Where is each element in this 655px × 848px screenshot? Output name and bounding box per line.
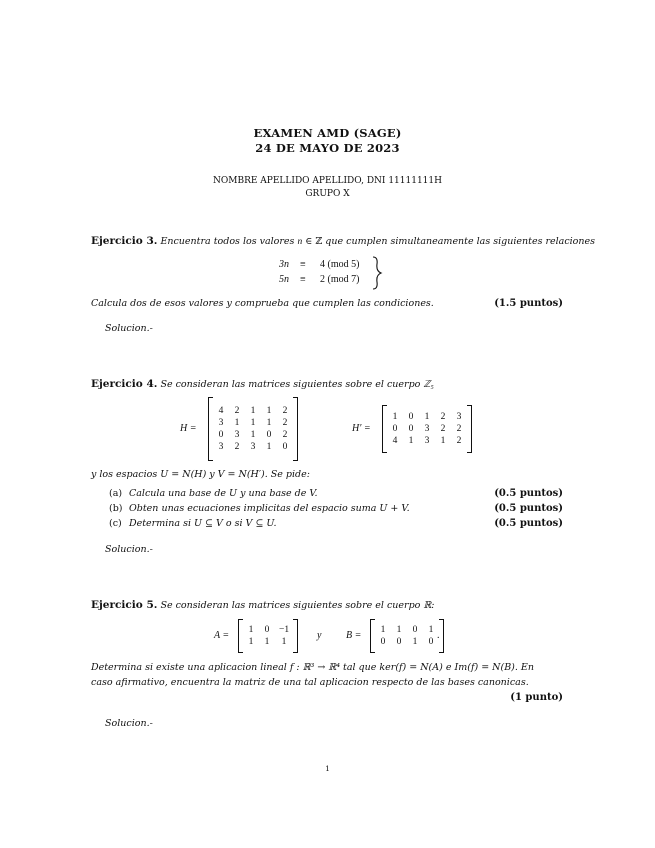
matrix-A-cell-0-0: 1 [248,625,254,635]
matrix-B [370,619,444,653]
conjunction-y: y [317,630,322,641]
matrix-Hp-cell-1-3: 2 [440,424,446,434]
matrix-Hp-cell-0-3: 2 [440,412,446,422]
matrix-H-cell-3-2: 3 [250,442,256,452]
matrix-Hp-cell-2-1: 1 [408,436,414,446]
matrix-H-cells [213,404,293,454]
congruence-2-rhs: 2 (mod 7) [320,274,360,285]
ex4-item-b-points: (0.5 puntos) [494,503,563,514]
matrix-H-cell-2-1: 3 [234,430,240,440]
matrix-H-cell-2-3: 0 [266,430,272,440]
ex4-solution: Solucion.- [105,544,153,555]
matrix-Hp-cell-1-0: 0 [392,424,398,434]
matrix-A-cell-1-1: 1 [264,637,270,647]
ex5-task-line2: caso afirmativo, encuentra la matriz de una tal aplicacion respecto de las bases canonicas. [91,677,529,688]
matrix-H-cell-0-3: 1 [266,406,272,416]
ex4-item-c: (c) Determina si U ⊆ V o si V ⊆ U. [109,518,277,529]
matrix-H-cell-2-2: 1 [250,430,256,440]
matrix-H-cell-1-2: 1 [250,418,256,428]
matrix-B-cell-0-2: 0 [412,625,418,635]
matrix-H-cell-3-0: 3 [218,442,224,452]
matrix-Hp-cell-1-4: 2 [456,424,462,434]
ex4-item-b: (b) Obten unas ecuaciones implicitas del espacio suma U + V. [109,503,410,514]
matrix-A-cells [243,623,293,649]
matrix-A-cell-0-1: 0 [264,625,270,635]
matrix-B-cell-1-1: 0 [396,637,402,647]
ex5-solution: Solucion.- [105,718,153,729]
matrix-Hp-cell-0-4: 3 [456,412,462,422]
matrix-A-cell-1-0: 1 [248,637,254,647]
ex3-statement: Ejercicio 3. Encuentra todos los valores n ∈ ℤ que cumplen simultaneamente las siguientes relaciones [91,235,596,247]
ex4-item-c-points: (0.5 puntos) [494,518,563,529]
matrix-H-cell-0-0: 4 [218,406,224,416]
matrix-Hp-cell-0-2: 1 [424,412,430,422]
exam-date: 24 DE MAYO DE 2023 [255,141,400,155]
congruence-1-lhs: 3n [279,259,289,270]
exam-title: EXAMEN AMD (SAGE) [253,126,402,140]
matrix-H-cell-1-4: 2 [282,418,288,428]
matrix-Hp-label: H′ = [352,423,371,434]
matrix-H-cell-2-4: 2 [282,430,288,440]
ex5-task-line1: Determina si existe una aplicacion lineal f : ℝ³ → ℝ⁴ tal que ker(f) = N(A) e Im(f) = N(B). En [91,662,534,673]
matrix-B-label: B = [346,630,362,641]
matrix-Hp-cell-0-1: 0 [408,412,414,422]
matrix-B-cells [375,623,439,649]
matrix-B-cell-1-3: 0 [428,637,434,647]
matrix-Hp-cell-2-3: 1 [440,436,446,446]
ex3-label: Ejercicio 3. [91,235,158,247]
group-info: GRUPO X [305,189,350,199]
congruence-2-lhs: 5n [279,274,289,285]
matrix-H-cell-2-0: 0 [218,430,224,440]
matrix-H-cell-3-3: 1 [266,442,272,452]
congruence-1-rhs: 4 (mod 5) [320,259,360,270]
matrix-H-cell-1-0: 3 [218,418,224,428]
matrix-Hp-cell-1-2: 3 [424,424,430,434]
ex5-points: (1 punto) [510,692,563,703]
right-brace-icon [371,256,383,290]
ex4-label: Ejercicio 4. [91,378,158,390]
matrix-H-cell-0-2: 1 [250,406,256,416]
matrix-H-cell-0-4: 2 [282,406,288,416]
ex3-points: (1.5 puntos) [494,298,563,309]
matrix-Hp-cell-2-4: 2 [456,436,462,446]
matrix-A-label: A = [214,630,230,641]
congruence-1-rel: ≡ [300,259,306,270]
ex3-task: Calcula dos de esos valores y comprueba que cumplen las condiciones. [91,298,434,309]
matrix-Hp-cell-1-1: 0 [408,424,414,434]
matrix-H-cell-1-3: 1 [266,418,272,428]
matrix-A-cell-1-2: 1 [281,637,287,647]
ex3-solution: Solucion.- [105,323,153,334]
matrix-Hp-cells [387,410,467,448]
matrix-H-cell-1-1: 1 [234,418,240,428]
ex5-label: Ejercicio 5. [91,599,158,611]
page-number: 1 [325,764,330,773]
matrix-H-label: H = [180,423,197,434]
congruence-2-rel: ≡ [300,274,306,285]
ex4-item-a-points: (0.5 puntos) [494,488,563,499]
ex5-statement: Ejercicio 5. Se consideran las matrices siguientes sobre el cuerpo ℝ: [91,599,435,611]
matrix-A [238,619,298,653]
matrix-B-cell-0-3: 1 [428,625,434,635]
matrix-Hp-cell-2-0: 4 [392,436,398,446]
ex4-spaces: y los espacios U = N(H) y V = N(H′). Se pide: [91,469,310,480]
matrix-A-cell-0-2: −1 [279,625,290,635]
matrix-H [208,397,298,461]
ex4-item-a: (a) Calcula una base de U y una base de V. [109,488,318,499]
student-info: NOMBRE APELLIDO APELLIDO, DNI 11111111H [213,176,442,186]
matrix-Hp-cell-2-2: 3 [424,436,430,446]
matrix-H-cell-3-1: 2 [234,442,240,452]
ex4-statement: Ejercicio 4. Se consideran las matrices siguientes sobre el cuerpo ℤ₅ [91,378,434,390]
matrix-B-cell-1-0: 0 [380,637,386,647]
matrix-H-cell-0-1: 2 [234,406,240,416]
matrix-Hp-cell-0-0: 1 [392,412,398,422]
matrix-B-period: . [437,630,440,641]
matrix-Hp [382,405,472,453]
matrix-B-cell-0-1: 1 [396,625,402,635]
matrix-H-cell-3-4: 0 [282,442,288,452]
matrix-B-cell-0-0: 1 [380,625,386,635]
matrix-B-cell-1-2: 1 [412,637,418,647]
